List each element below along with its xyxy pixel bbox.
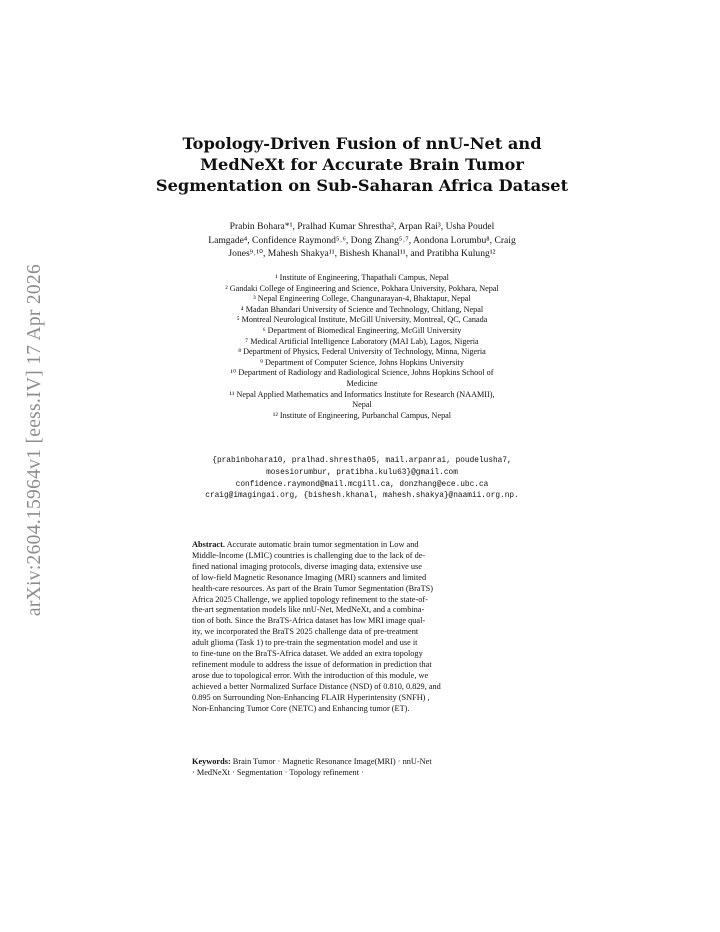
abstract-line: adult glioma (Task 1) to pre-train the segmentation model and use it [192, 638, 418, 648]
affiliation-line: ¹⁰ Department of Radiology and Radiological Science, Johns Hopkins School of [230, 368, 494, 378]
affiliation-line: ⁷ Medical Artificial Intelligence Laboratory (MAI Lab), Lagos, Nigeria [245, 336, 479, 346]
abstract-line: to fine-tune on the BraTS-Africa dataset. We added an extra topology [192, 649, 423, 659]
keywords-first-line: Brain Tumor · Magnetic Resonance Image(MRI) · nnU-Net [230, 757, 432, 766]
title-line: Segmentation on Sub-Saharan Africa Dataset [155, 176, 569, 195]
affiliation-line: ⁴ Madan Bhandari University of Science and Technology, Chitlang, Nepal [240, 304, 484, 314]
email-list [140, 456, 584, 503]
abstract-line: Non-Enhancing Tumor Core (NETC) and Enhancing tumor (ET). [192, 703, 410, 713]
keywords-line [192, 757, 532, 768]
keywords [192, 757, 532, 779]
affiliation-list [150, 273, 574, 421]
email-line: mosesiorumbur, pratibha.kulu63}@gmail.com [266, 468, 458, 477]
affiliation-line: ¹¹ Nepal Applied Mathematics and Informatics Institute for Research (NAAMII), [229, 389, 495, 399]
affiliation-line: ⁸ Department of Physics, Federal University of Technology, Minna, Nigeria [238, 347, 486, 357]
abstract-line: Africa 2025 Challenge, we applied topology refinement to the state-of- [192, 594, 428, 604]
affiliation-line: ² Gandaki College of Engineering and Science, Pokhara University, Pokhara, Nepal [225, 283, 499, 293]
affiliation-line: ¹² Institute of Engineering, Purbanchal Campus, Nepal [272, 410, 452, 420]
title-line: MedNeXt for Accurate Brain Tumor [200, 155, 524, 174]
title-line: Topology-Driven Fusion of nnU-Net and [182, 134, 542, 153]
abstract-line: fined national imaging protocols, diverse imaging data, extensive use [192, 561, 422, 571]
abstract-line: ity, we incorporated the BraTS 2025 challenge data of pre-treatment [192, 627, 419, 637]
abstract-line: of low-field Magnetic Resonance Imaging (MRI) scanners and limited [192, 572, 427, 582]
abstract-line: arose due to topological error. With the introduction of this module, we [192, 670, 429, 680]
abstract [192, 540, 532, 715]
affiliation-line: Nepal [352, 400, 372, 410]
email-line: confidence.raymond@mail.mcgill.ca, donzhang@ece.ubc.ca [235, 480, 489, 489]
abstract-first-line: Accurate automatic brain tumor segmentation in Low and [224, 540, 419, 549]
arxiv-identifier: arXiv:2604.15964v1 [eess.IV] 17 Apr 2026 [24, 263, 45, 617]
paper-title [140, 133, 584, 196]
affiliation-line: ³ Nepal Engineering College, Changunarayan-4, Bhaktapur, Nepal [253, 294, 471, 304]
abstract-line: refinement module to address the issue of deformation in prediction that [192, 659, 432, 669]
keywords-line: · MedNeXt · Segmentation · Topology refinement · [192, 767, 364, 777]
abstract-line: achieved a better Normalized Surface Distance (NSD) of 0.810, 0.829, and [192, 681, 441, 691]
email-line: {prabinbohara10, pralhad.shrestha05, mail.arpanrai, poudelusha7, [212, 457, 512, 465]
abstract-line: health-care resources. As part of the Brain Tumor Segmentation (BraTS) [192, 583, 434, 593]
abstract-line: Middle-Income (LMIC) countries is challenging due to the lack of de- [192, 550, 426, 560]
abstract-line: tion of both. Since the BraTS-Africa dataset has low MRI image qual- [192, 616, 426, 626]
author-line: Lamgade⁴, Confidence Raymond⁵˒⁶, Dong Zhang⁵˒⁷, Aondona Lorumbu⁸, Craig [208, 234, 516, 246]
affiliation-line: ⁶ Department of Biomedical Engineering, McGill University [262, 325, 462, 335]
author-line: Prabin Bohara*¹, Pralhad Kumar Shrestha², Arpan Rai³, Usha Poudel [229, 221, 495, 232]
keywords-label: Keywords: [192, 757, 231, 766]
author-list [140, 220, 584, 261]
abstract-line: the-art segmentation models like nnU-Net, MedNeXt, and a combina- [192, 605, 425, 615]
affiliation-line: ¹ Institute of Engineering, Thapathali Campus, Nepal [275, 273, 449, 282]
affiliation-line: Medicine [346, 378, 378, 388]
author-line: Jones⁹˒¹⁰, Mahesh Shakya¹¹, Bishesh Khanal¹¹, and Pratibha Kulung¹² [228, 248, 496, 259]
email-line: craig@imagingai.org, {bishesh.khanal, mahesh.shakya}@naamii.org.np. [205, 492, 519, 501]
arxiv-stamp [20, 255, 50, 625]
affiliation-line: ⁵ Montreal Neurological Institute, McGill University, Montreal, QC, Canada [236, 315, 488, 325]
abstract-label: Abstract. [192, 540, 225, 549]
affiliation-line: ⁹ Department of Computer Science, Johns Hopkins University [260, 357, 464, 367]
abstract-line [192, 540, 532, 551]
abstract-line: 0.895 on Surrounding Non-Enhancing FLAIR Hyperintensity (SNFH) , [192, 692, 430, 702]
